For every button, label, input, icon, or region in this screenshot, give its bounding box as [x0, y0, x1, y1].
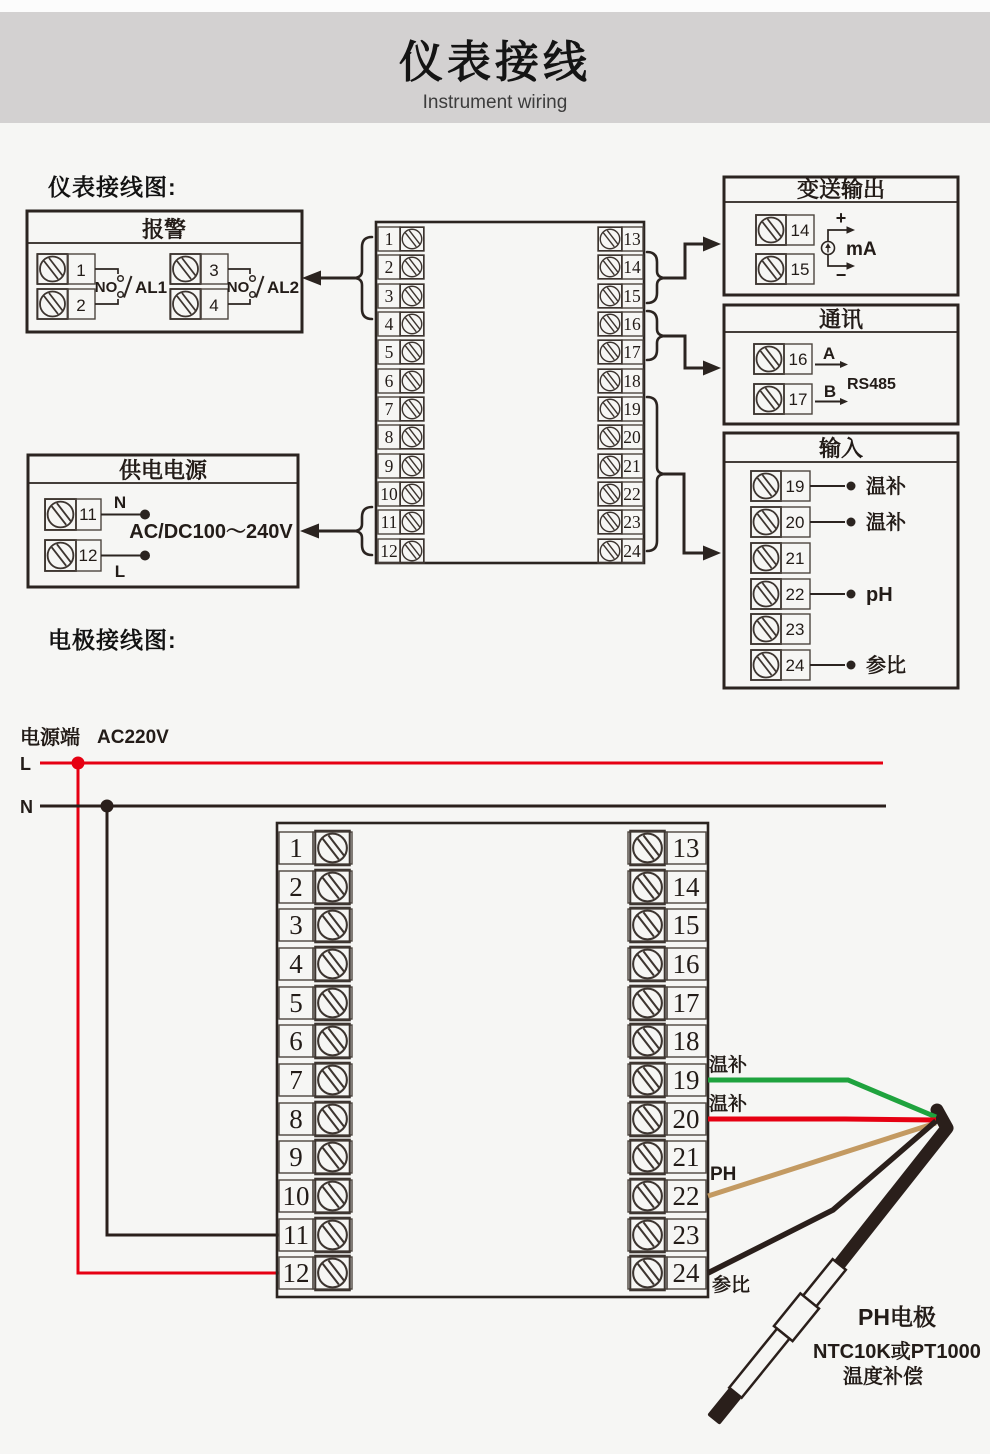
power-supply-box	[28, 455, 298, 587]
screw-terminal-icon	[630, 1256, 665, 1291]
terminal-number: 9	[289, 1142, 303, 1172]
screw-terminal-icon	[598, 340, 621, 363]
terminal-number: 8	[289, 1104, 303, 1134]
probe-shaft	[729, 1329, 789, 1398]
screw-terminal-icon	[315, 1179, 350, 1214]
screw-terminal-icon	[598, 425, 621, 448]
terminal-number: 3	[384, 286, 394, 306]
terminal-number: 14	[672, 872, 700, 902]
terminal-number: 12	[380, 541, 398, 561]
screw-terminal-icon	[315, 1218, 350, 1253]
screw-terminal-icon	[630, 908, 665, 943]
screw-terminal-icon	[315, 1140, 350, 1175]
terminal-number: 9	[384, 456, 394, 476]
minus-sign: −	[835, 265, 847, 285]
power-side-heading: 电源端	[20, 727, 80, 749]
screw-terminal-icon	[751, 614, 781, 644]
brace-alarm-terminals	[353, 237, 372, 319]
page-title: 仪表接线	[399, 38, 591, 87]
contact-wire	[228, 269, 250, 274]
terminal-number: 19	[623, 399, 641, 419]
contact-wire	[95, 269, 118, 274]
wire-22-label: PH	[710, 1164, 737, 1185]
comm-terminal-16: 16	[788, 350, 808, 369]
power-terminal-12: 12	[78, 546, 98, 565]
electrode-block-left-column	[279, 831, 352, 1291]
comm-box-title: 通讯	[818, 307, 864, 332]
input-box-title: 输入	[818, 436, 864, 461]
screw-terminal-icon	[400, 340, 423, 363]
contact-1-name: AL1	[135, 278, 168, 297]
screw-terminal-icon	[400, 397, 423, 420]
terminal-number: 10	[380, 484, 398, 504]
screw-terminal-icon	[400, 539, 423, 562]
screw-terminal-icon	[630, 1102, 665, 1137]
screw-terminal-icon	[751, 471, 781, 501]
screw-terminal-icon	[630, 831, 665, 866]
alarm-terminal-4: 4	[209, 296, 219, 315]
arrowhead-right-icon	[703, 237, 721, 252]
contact-wire	[228, 299, 250, 304]
screw-terminal-icon	[400, 369, 423, 392]
live-label: L	[114, 562, 126, 581]
instrument-wiring-section-label: 仪表接线图:	[48, 174, 177, 200]
screw-terminal-icon	[598, 255, 621, 278]
power-terminal-11: 11	[79, 505, 97, 524]
terminal-number: 5	[289, 988, 303, 1018]
contact-pole	[118, 276, 124, 282]
screw-terminal-icon	[315, 1256, 350, 1291]
wire-end-dot	[847, 590, 856, 599]
alarm-box	[27, 211, 302, 332]
electrode-wiring-section-label: 电极接线图:	[48, 627, 177, 653]
screw-terminal-icon	[598, 369, 621, 392]
terminal-number: 4	[384, 314, 394, 334]
alarm-box-title: 报警	[141, 217, 187, 242]
neutral-drop-wire	[107, 806, 279, 1235]
wire-19-label: 温补	[709, 1055, 748, 1076]
screw-terminal-icon	[45, 499, 76, 530]
screw-terminal-icon	[38, 289, 68, 319]
contact-blade	[124, 276, 132, 298]
screw-terminal-icon	[400, 454, 423, 477]
screw-terminal-icon	[598, 284, 621, 307]
brace-input-terminals	[647, 397, 666, 551]
terminal-number: 18	[672, 1026, 700, 1056]
arrowhead-right-icon	[703, 361, 721, 376]
arrowhead-left-icon	[300, 524, 319, 539]
terminal-number: 2	[384, 257, 394, 277]
screw-terminal-icon	[400, 284, 423, 307]
screw-terminal-icon	[630, 1179, 665, 1214]
terminal-number: 17	[623, 342, 641, 362]
screw-terminal-icon	[400, 482, 423, 505]
screw-terminal-icon	[400, 255, 423, 278]
terminal-number: 12	[282, 1258, 310, 1288]
contact-pole	[250, 276, 256, 282]
terminal-number: 19	[672, 1065, 700, 1095]
arrowhead-right-icon	[703, 546, 721, 561]
terminal-number: 2	[289, 872, 303, 902]
arrow-to-comm	[664, 336, 704, 368]
terminal-number: 4	[289, 949, 303, 979]
terminal-number: 13	[672, 833, 700, 863]
brace-comm-terminals	[647, 311, 666, 360]
electrode-block-right-column	[628, 831, 706, 1291]
terminal-number: 7	[384, 399, 394, 419]
reference-wire-black	[708, 1121, 936, 1273]
arrowhead-left-icon	[302, 271, 321, 286]
screw-terminal-icon	[754, 344, 784, 374]
comm-terminal-17: 17	[788, 390, 808, 409]
terminal-number: 24	[672, 1258, 700, 1288]
input-terminal-23: 23	[785, 620, 805, 639]
screw-terminal-icon	[756, 254, 786, 284]
input-terminal-19: 19	[785, 477, 805, 496]
main-block-right-column	[598, 227, 643, 563]
terminal-number: 10	[282, 1181, 310, 1211]
terminal-number: 23	[672, 1220, 700, 1250]
alarm-terminal-1: 1	[76, 261, 86, 280]
terminal-number: 3	[289, 910, 303, 940]
terminal-number: 11	[283, 1220, 309, 1250]
contact-blade	[256, 276, 264, 298]
terminal-number: 14	[623, 257, 641, 277]
screw-terminal-icon	[630, 1063, 665, 1098]
terminal-number: 11	[380, 512, 398, 532]
power-box-title: 供电电源	[118, 458, 208, 483]
main-terminal-block	[300, 222, 721, 563]
rs485-line-a-label: A	[822, 344, 836, 363]
page-subtitle: Instrument wiring	[422, 92, 568, 113]
terminal-number: 23	[623, 512, 641, 532]
screw-terminal-icon	[315, 908, 350, 943]
electrode-block-frame	[277, 823, 708, 1297]
terminal-cell	[170, 289, 201, 319]
neutral-line-label: N	[20, 797, 33, 817]
screw-terminal-icon	[630, 1140, 665, 1175]
terminal-number: 7	[289, 1065, 303, 1095]
contact-2-name: AL2	[267, 278, 300, 297]
screw-terminal-icon	[315, 1024, 350, 1059]
terminal-number: 24	[623, 541, 641, 561]
electrode-diagram	[20, 725, 981, 1427]
arrowhead-right-icon	[840, 361, 848, 368]
alarm-terminal-2: 2	[76, 296, 86, 315]
contact-2-mode: NO	[226, 279, 250, 296]
screw-terminal-icon	[756, 215, 786, 245]
screw-terminal-icon	[400, 312, 423, 335]
screw-terminal-icon	[598, 227, 621, 250]
screw-terminal-icon	[598, 454, 621, 477]
screw-terminal-icon	[751, 507, 781, 537]
screw-terminal-icon	[38, 254, 68, 284]
screw-terminal-icon	[751, 579, 781, 609]
screw-terminal-icon	[171, 289, 201, 319]
screw-terminal-icon	[630, 870, 665, 905]
screw-terminal-icon	[751, 543, 781, 573]
terminal-number: 22	[672, 1181, 700, 1211]
screw-terminal-icon	[630, 1218, 665, 1253]
terminal-number: 1	[384, 229, 394, 249]
screw-terminal-icon	[751, 650, 781, 680]
terminal-number: 20	[672, 1104, 700, 1134]
terminal-number: 18	[623, 371, 641, 391]
terminal-number: 21	[672, 1142, 700, 1172]
terminal-number: 16	[672, 949, 700, 979]
screw-terminal-icon	[598, 539, 621, 562]
terminal-cell	[170, 254, 201, 284]
screw-terminal-icon	[315, 986, 350, 1021]
alarm-terminal-3: 3	[209, 261, 219, 280]
wire-end-dot	[140, 551, 150, 561]
input-terminal-21: 21	[785, 549, 805, 568]
terminal-number: 21	[623, 456, 641, 476]
screw-terminal-icon	[400, 510, 423, 533]
contact-wire	[95, 299, 118, 304]
rs485-protocol-label: RS485	[847, 376, 896, 393]
terminal-cell	[37, 254, 68, 284]
wire-20-label: 温补	[709, 1094, 748, 1115]
brace-transmit-terminals	[647, 252, 666, 303]
arrowhead-right-icon	[847, 262, 856, 269]
brace-power-terminals	[353, 507, 372, 555]
terminal-number: 6	[289, 1026, 303, 1056]
transmit-terminal-15: 15	[790, 260, 810, 279]
terminal-number: 8	[384, 427, 394, 447]
output-plus-wire	[828, 230, 848, 242]
probe-label: PH电极	[858, 1304, 936, 1330]
terminal-number: 15	[623, 286, 641, 306]
contact-pole	[118, 292, 124, 298]
wire-end-dot	[847, 518, 856, 527]
transmit-output-box	[724, 177, 958, 295]
input-19-label: 温补	[866, 476, 906, 498]
screw-terminal-icon	[598, 397, 621, 420]
probe-note-line1: NTC10K或PT1000	[813, 1341, 981, 1363]
screw-terminal-icon	[400, 227, 423, 250]
input-terminal-20: 20	[785, 513, 805, 532]
screw-terminal-icon	[315, 947, 350, 982]
wire-end-dot	[847, 661, 856, 670]
contact-1-mode: NO	[94, 279, 118, 296]
screw-terminal-icon	[315, 870, 350, 905]
screw-terminal-icon	[45, 540, 76, 571]
main-block-left-column	[378, 227, 424, 563]
terminal-number: 6	[384, 371, 394, 391]
communication-box	[724, 305, 958, 424]
input-24-label: 参比	[866, 655, 906, 677]
terminal-number: 15	[672, 910, 700, 940]
screw-terminal-icon	[598, 510, 621, 533]
screw-terminal-icon	[598, 312, 621, 335]
terminal-number: 17	[672, 988, 700, 1018]
current-source-arrow	[825, 243, 831, 248]
terminal-number: 20	[623, 427, 641, 447]
wire-end-dot	[140, 510, 150, 520]
power-rating-label: AC/DC100～240V	[129, 521, 293, 543]
screw-terminal-icon	[315, 1063, 350, 1098]
input-terminal-24: 24	[785, 656, 805, 675]
screw-terminal-icon	[754, 384, 784, 414]
transmit-box-title: 变送输出	[796, 177, 886, 202]
wire-24-label: 参比	[712, 1275, 751, 1296]
screw-terminal-icon	[315, 831, 350, 866]
screw-terminal-icon	[315, 1102, 350, 1137]
screw-terminal-icon	[400, 425, 423, 448]
terminal-number: 22	[623, 484, 641, 504]
wire-end-dot	[847, 482, 856, 491]
voltage-label: AC220V	[97, 727, 169, 748]
screw-terminal-icon	[630, 947, 665, 982]
arrowhead-right-icon	[840, 398, 848, 405]
arrowhead-right-icon	[847, 226, 856, 233]
arrow-to-input	[664, 474, 704, 553]
input-20-label: 温补	[866, 512, 906, 534]
input-22-label: pH	[866, 584, 893, 606]
screw-terminal-icon	[630, 986, 665, 1021]
screw-terminal-icon	[171, 254, 201, 284]
screw-terminal-icon	[630, 1024, 665, 1059]
live-line-label: L	[20, 754, 31, 774]
screw-terminal-icon	[598, 482, 621, 505]
rs485-line-b-label: B	[823, 382, 837, 401]
arrow-to-transmit	[664, 244, 704, 278]
contact-pole	[250, 292, 256, 298]
input-terminal-22: 22	[785, 585, 805, 604]
terminal-number: 1	[289, 833, 303, 863]
input-box	[724, 433, 958, 688]
terminal-number: 13	[623, 229, 641, 249]
neutral-label: N	[113, 493, 127, 512]
transmit-terminal-14: 14	[790, 221, 810, 240]
terminal-number: 5	[384, 342, 394, 362]
ma-unit-label: mA	[846, 239, 877, 260]
plus-sign: +	[835, 208, 847, 228]
temp-comp-wire-red	[708, 1119, 936, 1120]
terminal-cell	[37, 289, 68, 319]
probe-note-line2: 温度补偿	[843, 1366, 923, 1388]
terminal-number: 16	[623, 314, 641, 334]
